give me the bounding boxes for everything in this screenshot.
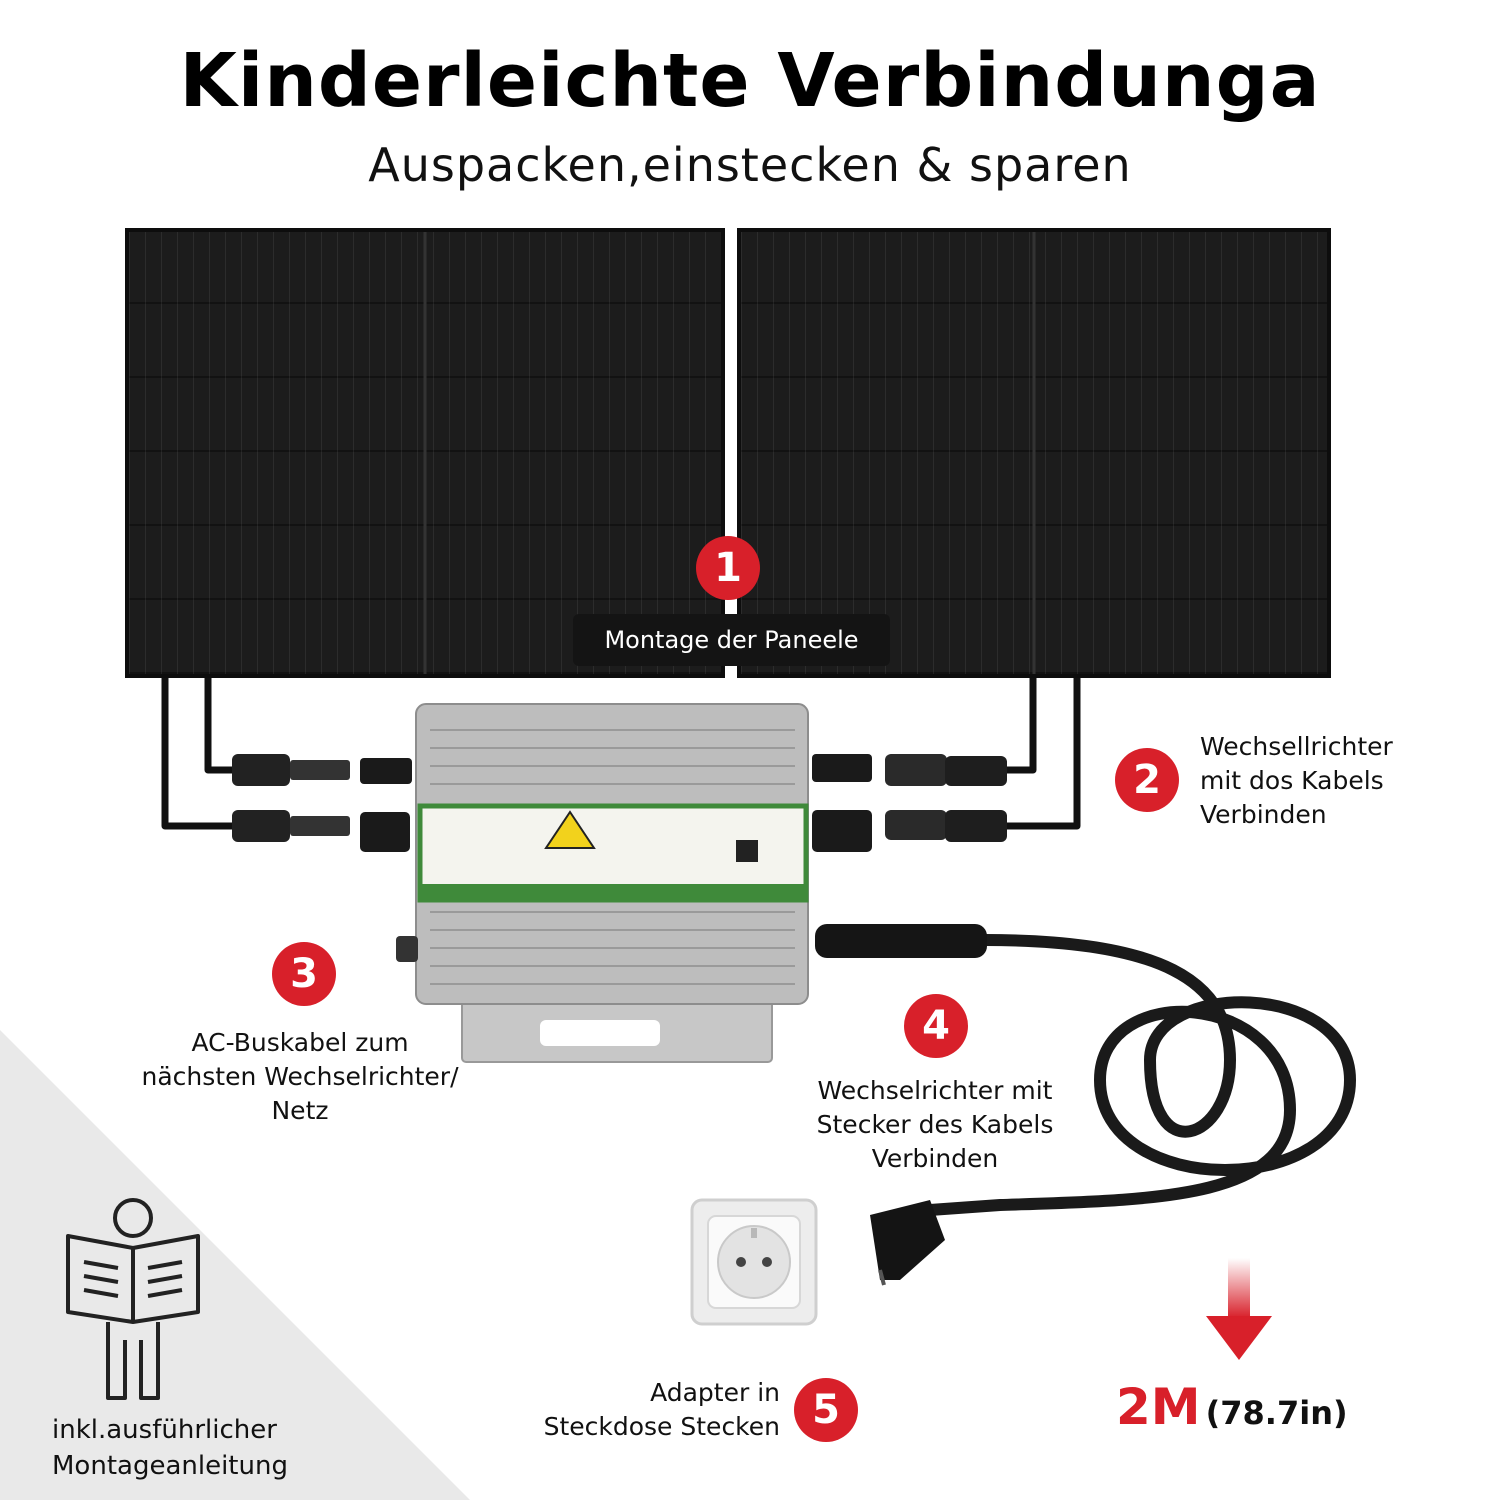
wall-socket-icon — [692, 1200, 816, 1324]
schuko-plug-icon — [870, 1200, 945, 1285]
down-arrow-icon — [1206, 1258, 1272, 1360]
step-5-line: Steckdose Stecken — [543, 1412, 780, 1441]
step-3-label — [130, 1026, 470, 1128]
manual-note-line: Montageanleitung — [52, 1451, 288, 1481]
cable-length — [1116, 1378, 1348, 1436]
connector-icon — [232, 754, 412, 852]
step-5-line: Adapter in — [650, 1378, 780, 1407]
manual-note — [52, 1412, 288, 1484]
step-4-line: Wechselrichter mit — [817, 1076, 1053, 1105]
inverter-icon — [396, 704, 808, 1062]
page-subtitle: Auspacken,einstecken & sparen — [368, 138, 1132, 192]
manual-note-line: inkl.ausführlicher — [52, 1415, 277, 1445]
step-1-caption: Montage der Paneele — [573, 614, 890, 666]
step-4-line: Verbinden — [871, 1144, 999, 1173]
step-1-badge: 1 — [696, 536, 760, 600]
step-3-badge: 3 — [272, 942, 336, 1006]
step-5-label — [540, 1376, 780, 1444]
step-3-line: Netz — [271, 1096, 329, 1125]
step-2-line: Wechsellrichter — [1200, 732, 1393, 761]
step-2-line: mit dos Kabels — [1200, 766, 1384, 795]
step-5-badge: 5 — [794, 1378, 858, 1442]
step-2-line: Verbinden — [1200, 800, 1327, 829]
page-title: Kinderleichte Verbindunga — [179, 38, 1321, 124]
step-3-line: nächsten Wechselrichter/ — [141, 1062, 459, 1091]
step-4-line: Stecker des Kabels — [816, 1110, 1054, 1139]
cable-length-imperial: (78.7in) — [1205, 1394, 1348, 1432]
connector-icon — [812, 754, 1007, 852]
step-2-label — [1200, 730, 1393, 832]
step-2-badge: 2 — [1115, 748, 1179, 812]
cable-length-metric: 2M — [1116, 1378, 1201, 1436]
step-4-label — [780, 1074, 1090, 1176]
step-4-badge: 4 — [904, 994, 968, 1058]
reading-person-icon — [68, 1200, 198, 1398]
step-3-line: AC-Buskabel zum — [191, 1028, 409, 1057]
